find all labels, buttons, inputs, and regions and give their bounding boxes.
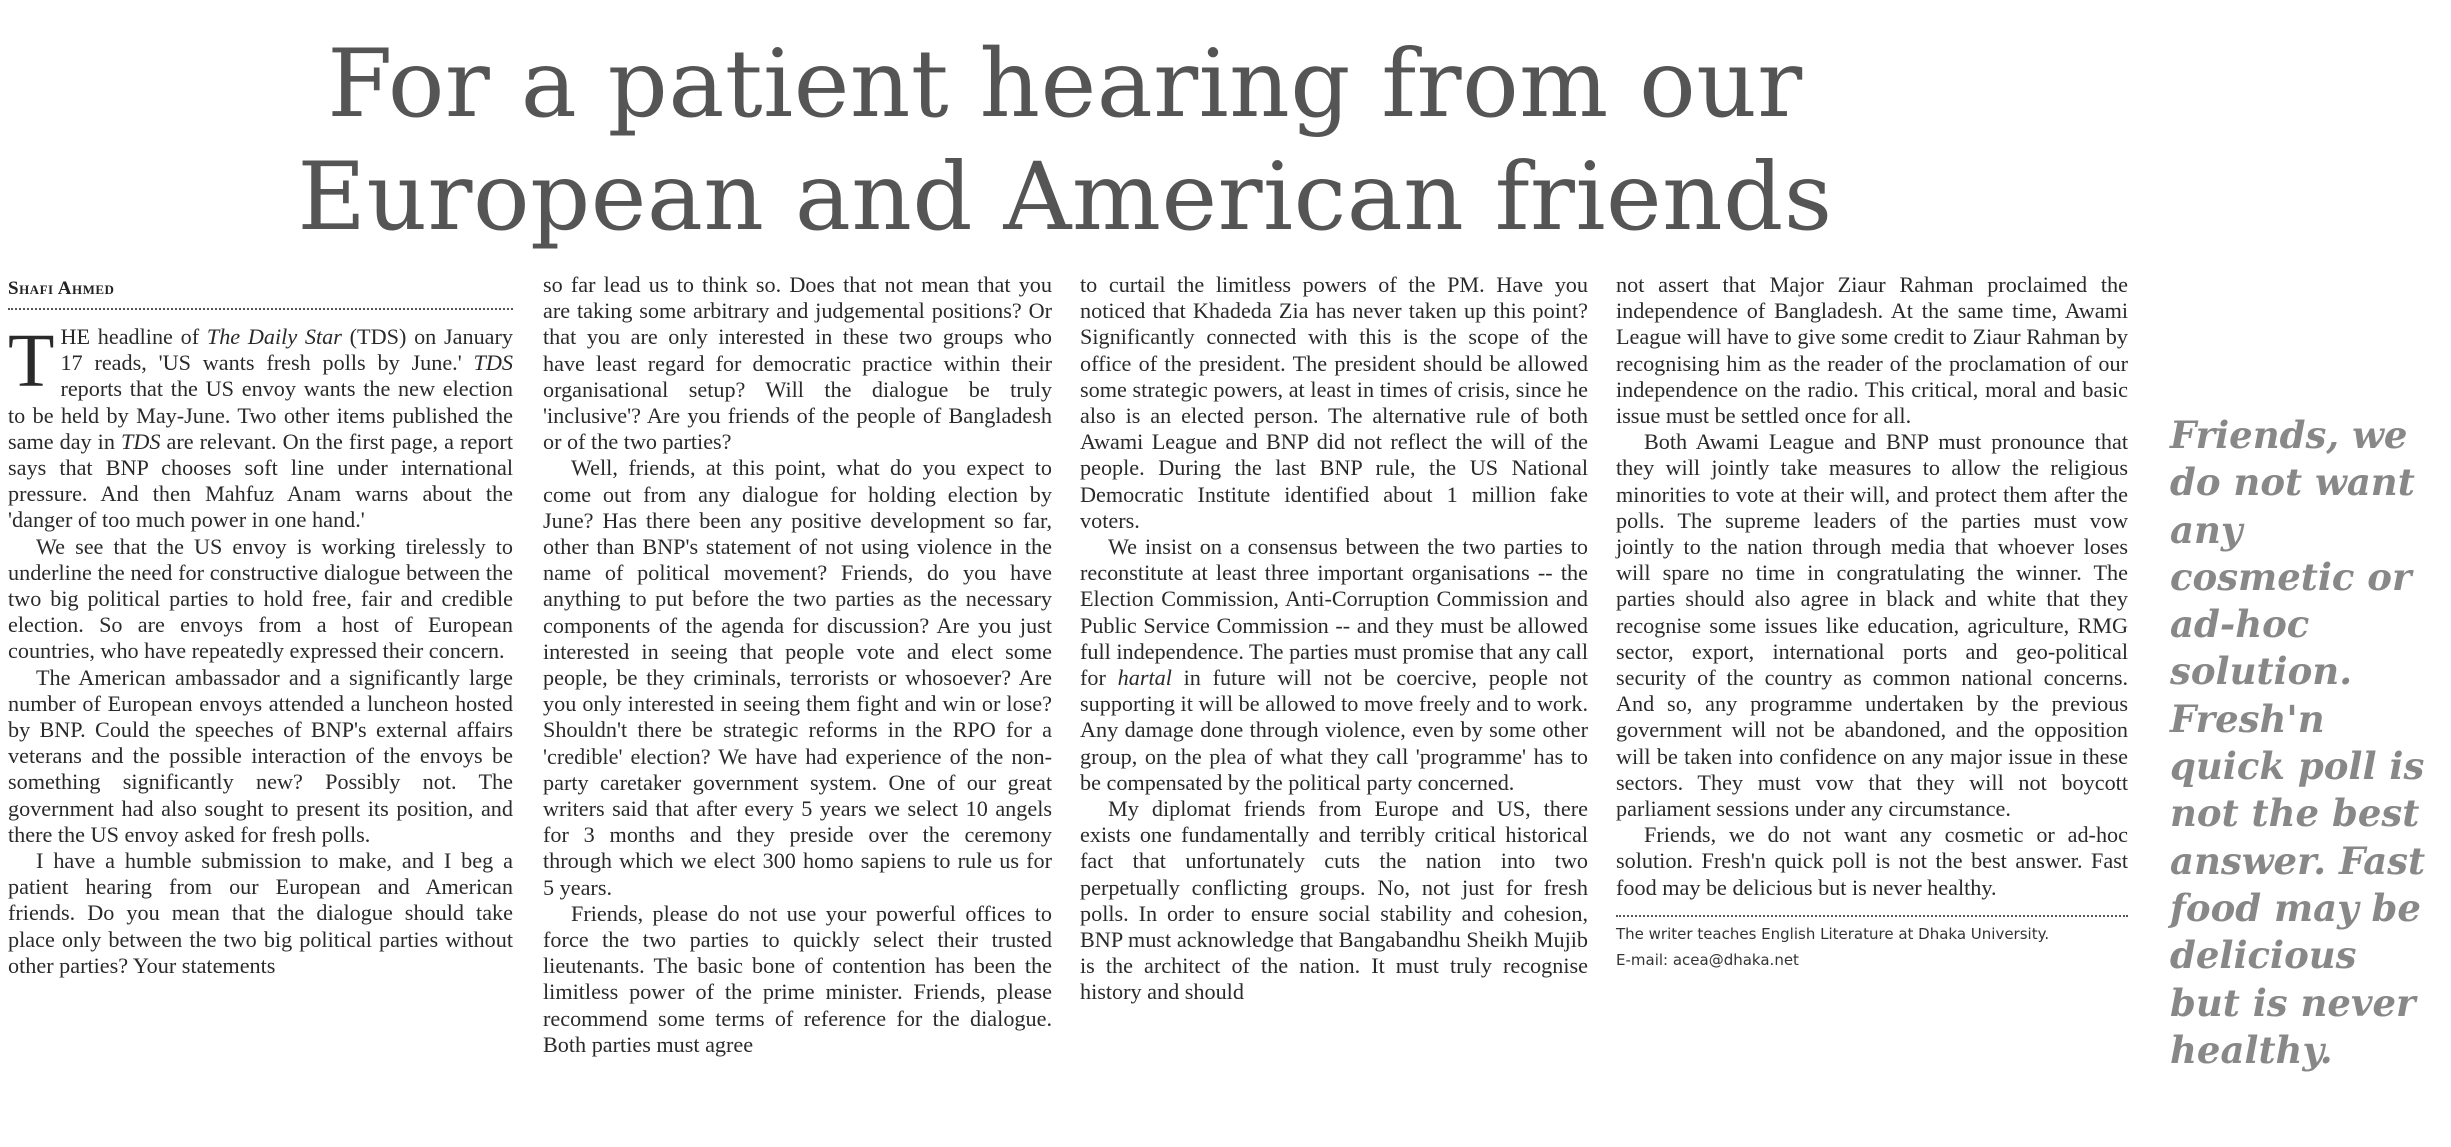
headline: For a patient hearing from our European and American friends <box>297 30 1833 252</box>
drop-cap: T <box>8 319 55 403</box>
paragraph: Friends, please do not use your powerful offices to force the two parties to quickly select their trusted lieutenants. The basic bone of contention has been the limitless power of the prime minister. Friends, please recommend some terms of reference for the dialogue. Both parties must agree <box>543 900 1052 1057</box>
text-run: HE headline of <box>60 324 207 349</box>
publication-abbrev: TDS <box>473 350 513 376</box>
publication-name: The Daily Star <box>206 324 342 349</box>
article-column-2 <box>543 272 1052 1058</box>
footer-divider <box>1616 915 2128 917</box>
paragraph: The American ambassador and a significantly large number of European envoys attended a luncheon hosted by BNP. Could the speeches of BNP's external affairs veterans and the possible interaction of the envoys be something significantly new? Possibly not. The government had also sought to present its position, and there the US envoy asked for fresh polls. <box>8 664 513 847</box>
paragraph: I have a humble submission to make, and I beg a patient hearing from our European and American friends. Do you mean that the dialogue should take place only between the two big political parties without other parties? Your statements <box>8 848 513 978</box>
author-note: The writer teaches English Literature at Dhaka University. <box>1616 924 2050 943</box>
article-column-4 <box>1616 272 2128 973</box>
paragraph: Friends, we do not want any cosmetic or ad-hoc solution. Fresh'n quick poll is not the best answer. Fast food may be delicious but is never healthy. <box>1616 822 2128 900</box>
byline: Shafi Ahmed <box>8 278 115 299</box>
publication-abbrev: TDS <box>120 428 161 454</box>
text-run: (TDS) on January 17 reads, 'US wants fresh polls by June.' <box>60 324 513 376</box>
paragraph: We see that the US envoy is working tirelessly to underline the need for constructive dialogue between the two big political parties to hold free, fair and credible election. So are envoys from a host of European countries, who have repeatedly expressed their concern. <box>8 533 513 664</box>
byline-divider <box>8 308 513 310</box>
paragraph: Well, friends, at this point, what do you expect to come out from any dialogue for holding election by June? Has there been any positive development so far, other than BNP's statement of not using violence in the name of political movement? Friends, do you have anything to put before the two parties as the necessary components of the agenda for discussion? Are you just interested in seeing that people vote and elect some people, be they criminals, terrorists or whosoever? Are you only interested in seeing them fight and win or lose? Shouldn't there be strategic reforms in the RPO for a 'credible' election? We have had experience of the non-party caretaker government system. One of our great writers said that after every 5 years we select 10 angels for 3 months and they preside over the ceremony through which we elect 300 homo sapiens to rule us for 5 years. <box>543 455 1052 900</box>
article-column-1 <box>8 272 513 979</box>
pull-quote: Friends, we do not want any cosmetic or ad-hoc solution. Fresh'n quick poll is not the best answer. Fast food may be delicious but is never healthy. <box>2170 413 2426 1072</box>
author-email: E-mail: acea@dhaka.net <box>1616 950 1799 969</box>
paragraph: Both Awami League and BNP must pronounce that they will jointly take measures to allow the religious minorities to vote at their will, and protect them after the polls. The supreme leaders of the parties must vow jointly to the nation through media that whoever loses will spare no time in congratulating the winner. The parties should also agree in black and white that they recognise some issues like education, agriculture, RMG sector, export, international ports and geo-political security of the country as common national concerns. And so, any programme undertaken by the previous government will not be abandoned, and the opposition will be taken into confidence on any major issue in these sectors. They must vow that they will not boycott parliament sessions under any circumstance. <box>1616 429 2128 822</box>
paragraph: so far lead us to think so. Does that not mean that you are taking some arbitrary and judgemental positions? Or that you are only interested in these two groups who have least regard for democratic practice within their organisational setup? Will the dialogue be truly 'inclusive'? Are you friends of the people of Bangladesh or of the two parties? <box>543 272 1052 455</box>
paragraph: not assert that Major Ziaur Rahman proclaimed the independence of Bangladesh. At the same time, Awami League will have to give some credit to Ziaur Rahman by recognising him as the reader of the proclamation of our independence on the radio. This critical, moral and basic issue must be settled once for all. <box>1616 272 2128 429</box>
article-column-3 <box>1080 272 1588 1006</box>
paragraph: to curtail the limitless powers of the PM. Have you noticed that Khadeda Zia has never taken up this point? Significantly connected with this is the scope of the office of the president. The president should be allowed some strategic powers, at least in times of crisis, since he also is an elected person. The alternative rule of both Awami League and BNP did not reflect the will of the people. During the last BNP rule, the US National Democratic Institute identified about 1 million fake voters. <box>1080 272 1588 533</box>
paragraph <box>1080 534 1588 796</box>
lead-paragraph <box>8 319 513 534</box>
text-run: in future will not be coercive, people not supporting it will be allowed to move freely and to work. Any damage done through violence, even by some other group, on the plea of what they call 'programme' has to be compensated by the political party concerned. <box>1080 665 1589 795</box>
text-run: are relevant. On the first page, a report says that BNP chooses soft line under international pressure. And then Mahfuz Anam warns about the 'danger of too much power in one hand.' <box>8 428 513 533</box>
emphasis-term: hartal <box>1117 665 1172 691</box>
text-run: reports that the US envoy wants the new election to be held by May-June. Two other items published the same day in <box>8 376 513 454</box>
text-run: We insist on a consensus between the two parties to reconstitute at least three important organisations -- the Election Commission, Anti-Corruption Commission and Public Service Commission -- and they must be allowed full independence. The parties must promise that any call for <box>1080 534 1588 691</box>
paragraph: My diplomat friends from Europe and US, there exists one fundamentally and terribly critical historical fact that unfortunately cuts the nation into two perpetually conflicting groups. No, not just for fresh polls. In order to ensure social stability and cohesion, BNP must acknowledge that Bangabandhu Sheikh Mujib is the architect of the nation. It must truly recognise history and should <box>1080 796 1588 1005</box>
